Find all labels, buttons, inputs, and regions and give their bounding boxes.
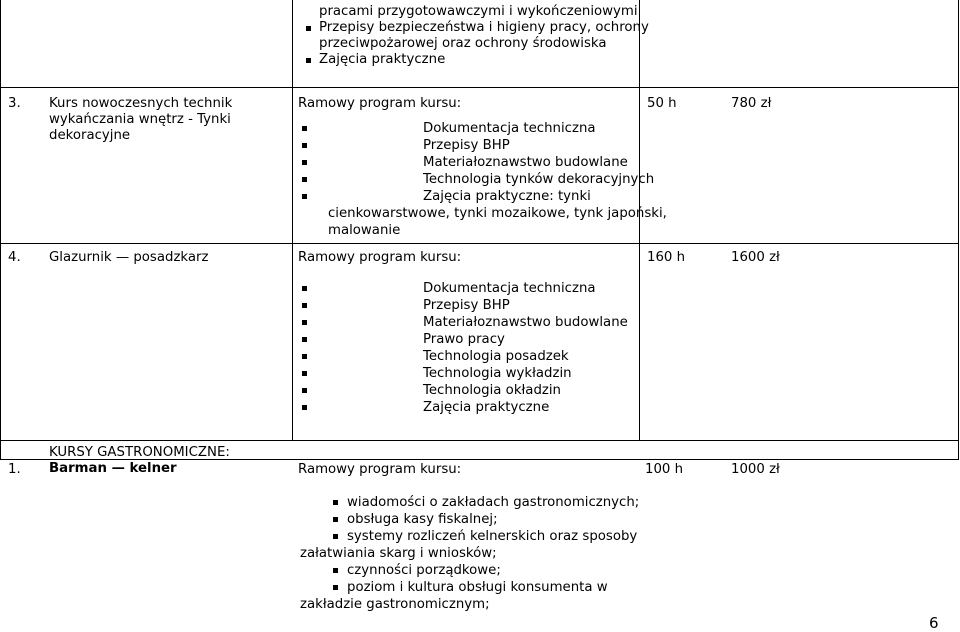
bullet-icon [333,500,338,505]
program-item: Dokumentacja techniczna [423,121,596,136]
bullet-icon [306,58,311,63]
program-item: Przepisy BHP [423,298,510,313]
bullet-icon [302,337,307,342]
table-border-left [0,0,1,440]
program-item: Materiałoznawstwo budowlane [423,315,628,330]
bullet-icon [333,568,338,573]
continuation-line-1: pracami przygotowawczymi i wykończeniowymi [319,4,638,19]
continuation-line-2: Przepisy bezpieczeństwa i higieny pracy, ochrony [319,20,649,35]
program-item: Technologia wykładzin [423,366,572,381]
course-name: Barman — kelner [49,461,177,476]
course-name: Glazurnik — posadzkarz [49,250,209,265]
program-label: Ramowy program kursu: [298,462,462,477]
course-name-line-2: wykańczania wnętrz - Tynki [49,112,231,127]
course-price: 1600 zł [731,250,780,265]
row-divider-section [0,440,959,441]
program-item-continuation: załatwiania skarg i wniosków; [300,546,497,561]
program-item: Dokumentacja techniczna [423,281,596,296]
program-item: Prawo pracy [423,332,505,347]
program-label: Ramowy program kursu: [298,96,462,111]
bullet-icon [302,303,307,308]
course-name-line-1: Kurs nowoczesnych technik [49,96,233,111]
program-item: obsługa kasy fiskalnej; [347,512,498,527]
program-item: wiadomości o zakładach gastronomicznych; [347,495,640,510]
continuation-line-4: Zajęcia praktyczne [319,52,446,67]
row-divider-4 [0,243,959,244]
table-border-right [958,0,959,440]
program-item: poziom i kultura obsługi konsumenta w [347,580,608,595]
row-number: 3. [8,96,21,111]
program-item-continuation: cienkowarstwowe, tynki mozaikowe, tynk japoński, [328,206,667,221]
program-item: Technologia tynków dekoracyjnych [423,172,655,187]
course-name-line-3: dekoracyjne [49,128,131,143]
program-item: Technologia posadzek [423,349,569,364]
bullet-icon [302,320,307,325]
bullet-icon [333,534,338,539]
program-item: systemy rozliczeń kelnerskich oraz sposoby [347,529,638,544]
section-box-right [958,440,959,460]
program-item: czynności porządkowe; [347,563,501,578]
bullet-icon [302,354,307,359]
program-item-continuation: zakładzie gastronomicznym; [300,597,490,612]
bullet-icon [302,143,307,148]
bullet-icon [302,371,307,376]
bullet-icon [333,517,338,522]
column-divider-name [292,0,293,440]
bullet-icon [302,177,307,182]
row-divider-3 [0,87,959,88]
program-item: Przepisy BHP [423,138,510,153]
bullet-icon [302,194,307,199]
row-number: 4. [8,250,21,265]
bullet-icon [302,160,307,165]
bullet-icon [302,126,307,131]
section-heading: KURSY GASTRONOMICZNE: [49,445,230,460]
page-number: 6 [929,614,939,632]
course-price: 1000 zł [731,462,780,477]
bullet-icon [302,286,307,291]
course-hours: 100 h [645,462,684,477]
bullet-icon [333,585,338,590]
bullet-icon [306,26,311,31]
program-item: Zajęcia praktyczne [423,400,550,415]
course-hours: 160 h [647,250,686,265]
section-box-left [0,440,1,460]
continuation-line-3: przeciwpożarowej oraz ochrony środowiska [319,36,607,51]
program-item: Materiałoznawstwo budowlane [423,155,628,170]
row-number: 1. [8,462,21,477]
program-item: Technologia okładzin [423,383,561,398]
bullet-icon [302,388,307,393]
program-item-continuation: malowanie [328,223,401,238]
program-label: Ramowy program kursu: [298,250,462,265]
course-hours: 50 h [647,96,677,111]
bullet-icon [302,405,307,410]
program-item: Zajęcia praktyczne: tynki [423,189,591,204]
course-price: 780 zł [731,96,772,111]
